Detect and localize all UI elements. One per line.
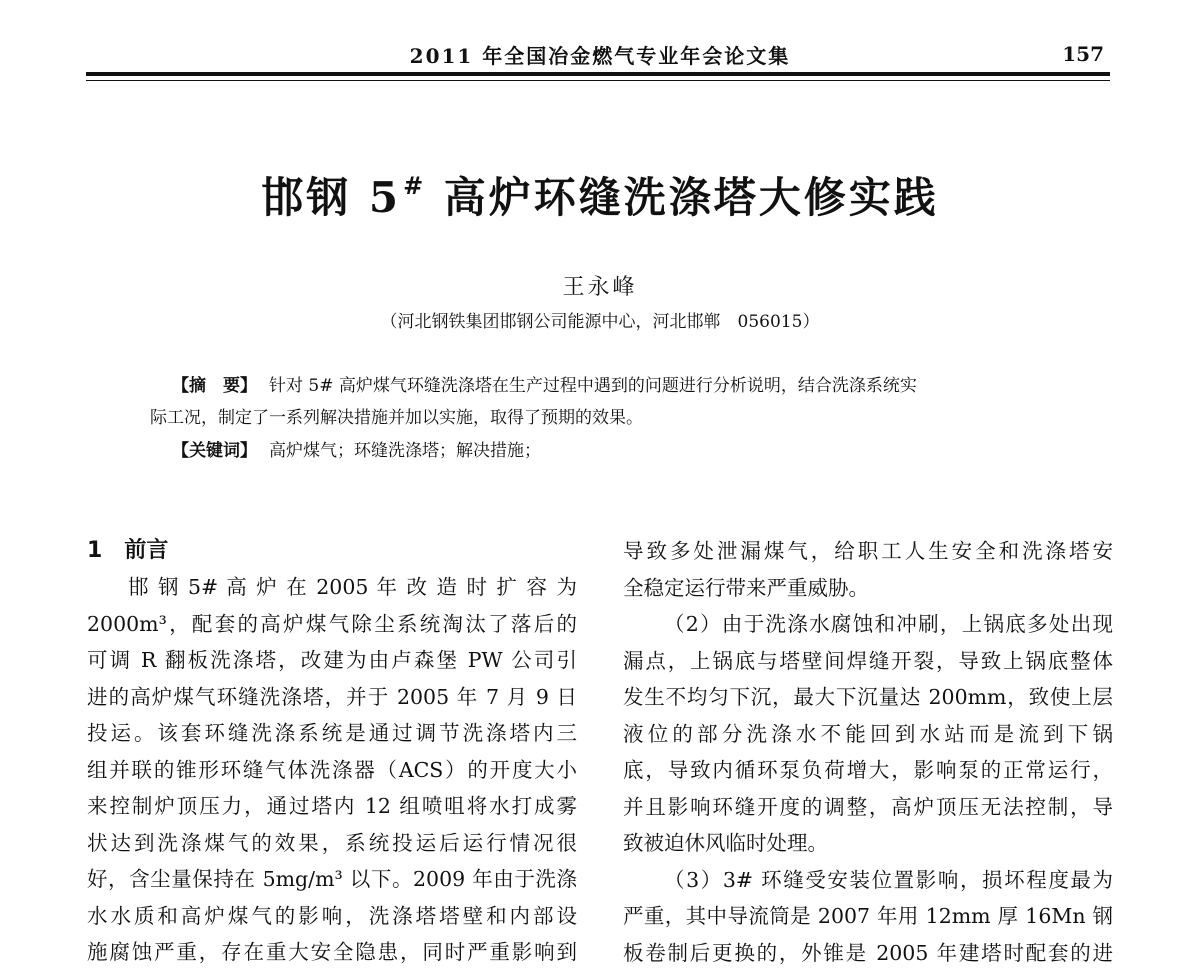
left-column	[87, 533, 577, 971]
abstract-line-2: 际工况，制定了一系列解决措施并加以实施，取得了预期的效果。	[150, 402, 1050, 434]
header-rule-thick	[86, 72, 1110, 76]
header-rule-thin	[86, 80, 1110, 81]
body-line: 发生不均匀下沉，最大下沉量达 200mm，致使上层	[623, 679, 1113, 716]
body-line: 液位的部分洗涤水不能回到水站而是流到下锅	[623, 716, 1113, 753]
body-line: 底，导致内循环泵负荷增大，影响泵的正常运行，	[623, 752, 1113, 789]
page-number: 157	[1062, 42, 1104, 66]
body-line: 进的高炉煤气环缝洗涤塔，并于 2005 年 7 月 9 日	[87, 679, 577, 716]
body-line: 2000m³，配套的高炉煤气除尘系统淘汰了落后的	[87, 606, 577, 643]
body-line: 状达到洗涤煤气的效果，系统投运后运行情况很	[87, 825, 577, 862]
keywords-text: 高炉煤气；环缝洗涤塔；解决措施；	[269, 441, 541, 461]
body-line: 全稳定运行带来严重威胁。	[623, 570, 1113, 607]
abstract-text-1: 针对 5# 高炉煤气环缝洗涤塔在生产过程中遇到的问题进行分析说明，结合洗涤系统实	[269, 376, 917, 396]
body-line: 投运。该套环缝洗涤系统是通过调节洗涤塔内三	[87, 715, 577, 752]
abstract-label: 【摘 要】	[172, 376, 257, 396]
body-line: （3）3# 环缝受安装位置影响，损坏程度最为	[623, 862, 1113, 899]
body-line: 邯 钢 5# 高 炉 在 2005 年 改 造 时 扩 容 为	[87, 569, 577, 606]
body-line: 施腐蚀严重，存在重大安全隐患，同时严重影响到	[87, 934, 577, 971]
body-line: 导致多处泄漏煤气，给职工人生安全和洗涤塔安	[623, 533, 1113, 570]
author-affiliation: （河北钢铁集团邯钢公司能源中心，河北邯郸 056015）	[0, 307, 1200, 332]
keywords	[150, 435, 1050, 467]
body-line: 致被迫休风临时处理。	[623, 825, 1113, 862]
body-line: 并且影响环缝开度的调整，高炉顶压无法控制，导	[623, 789, 1113, 826]
abstract	[150, 370, 1050, 434]
title-part-2: 高炉环缝洗涤塔大修实践	[426, 173, 939, 222]
body-line: 可调 R 翻板洗涤塔，改建为由卢森堡 PW 公司引	[87, 642, 577, 679]
author-name: 王永峰	[0, 270, 1200, 301]
title-part-1: 邯钢 5	[261, 173, 401, 222]
body-line: 好，含尘量保持在 5mg/m³ 以下。2009 年由于洗涤	[87, 861, 577, 898]
body-line: 漏点，上锅底与塔壁间焊缝开裂，导致上锅底整体	[623, 643, 1113, 680]
abstract-line-1	[150, 370, 1050, 402]
body-line: 板卷制后更换的，外锥是 2005 年建塔时配套的进	[623, 935, 1113, 971]
body-line: 组并联的锥形环缝气体洗涤器（ACS）的开度大小	[87, 752, 577, 789]
section-heading	[87, 533, 577, 569]
paper-title	[0, 165, 1200, 225]
body-line: （2）由于洗涤水腐蚀和冲刷，上锅底多处出现	[623, 606, 1113, 643]
section-title: 前言	[124, 538, 168, 563]
keywords-label: 【关键词】	[172, 441, 257, 461]
body-line: 水水质和高炉煤气的影响，洗涤塔塔壁和内部设	[87, 898, 577, 935]
right-column	[623, 533, 1113, 971]
body-line: 严重，其中导流筒是 2007 年用 12mm 厚 16Mn 钢	[623, 898, 1113, 935]
body-line: 来控制炉顶压力，通过塔内 12 组喷咀将水打成雾	[87, 788, 577, 825]
section-number: 1	[87, 538, 102, 563]
running-header: 2011 年全国冶金燃气专业年会论文集	[0, 40, 1200, 69]
title-superscript: #	[403, 171, 426, 200]
